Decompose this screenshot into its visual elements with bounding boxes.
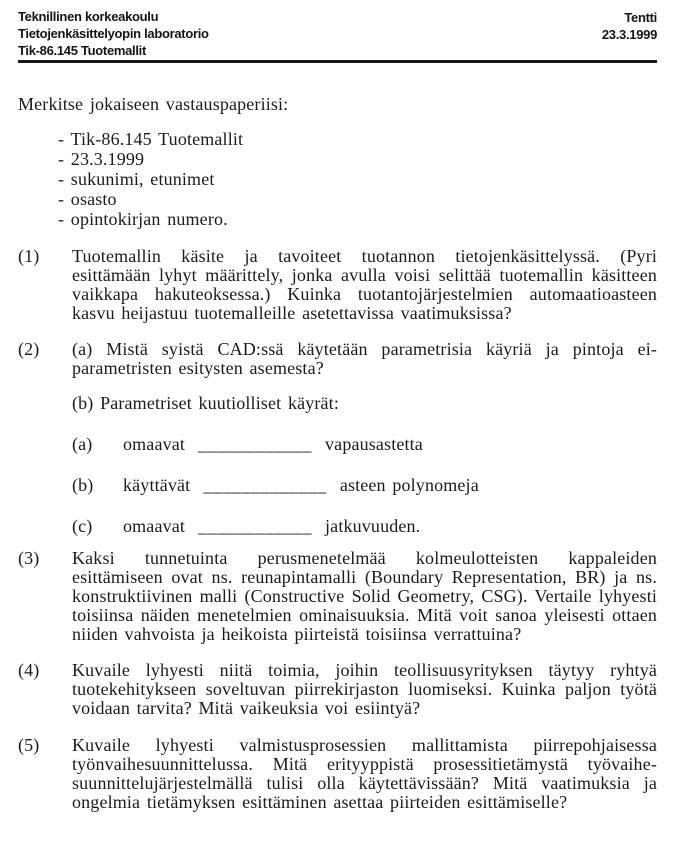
instructions-list [58, 129, 657, 229]
list-item: - opintokirjan numero. [58, 209, 228, 229]
exam-date: 23.3.1999 [601, 27, 657, 42]
fill-in-text-after: vapausastetta [325, 434, 423, 454]
header-left-block [18, 8, 209, 59]
question-number: (5) [18, 735, 40, 755]
course-code-title: Tik-86.145 Tuotemallit [18, 43, 147, 58]
exam-type-label: Tentti [624, 10, 657, 25]
fill-in-blank: ____________ [198, 434, 313, 454]
fill-in-text-before: omaavat [123, 516, 186, 536]
page-header [18, 8, 657, 59]
institution-name: Teknillinen korkeakoulu [18, 9, 159, 24]
fill-in-text-before: omaavat [123, 434, 186, 454]
question-2 [18, 340, 657, 536]
question-number: (2) [18, 339, 40, 359]
fill-in-label: (c) [72, 516, 93, 536]
header-right-block [602, 8, 657, 43]
question-1 [18, 247, 657, 323]
fill-in-text-before: käyttävät [123, 475, 191, 495]
question-text: Tuotemallin käsite ja tavoiteet tuotannon tietojenkäsittelyssä. (Pyri esittämään lyhyt määrittely, jonka avulla voisi selittää tuotemallin käsitteen vaikkapa hakuteoksessa.) Kuinka tuotantojärjestelmien automaatioasteen kasvu heijastuu tuotemalleille asetettavissa vaatimuksissa? [72, 246, 657, 323]
question-text: Kuvaile lyhyesti niitä toimia, joihin teollisuusyrityksen täytyy ryhtyä tuotekehitykseen soveltuvan piirrekirjaston luomiseksi. Kuinka paljon työtä voidaan tarvita? Mitä vaikeuksia voi esiintyä? [72, 660, 657, 718]
list-item: - 23.3.1999 [58, 149, 145, 169]
fill-in-label: (a) [72, 434, 93, 454]
header-divider-line [18, 60, 657, 63]
question-number: (1) [18, 246, 40, 266]
list-item: - Tik-86.145 Tuotemallit [58, 129, 244, 149]
question-3 [18, 549, 657, 644]
question-number: (4) [18, 660, 40, 680]
fill-in-row-b [72, 476, 657, 495]
question-4 [18, 661, 657, 718]
fill-in-blank: _____________ [203, 475, 327, 495]
department-name: Tietojenkäsittelyopin laboratorio [18, 26, 209, 41]
instructions-intro: Merkitse jokaiseen vastauspaperiisi: [18, 94, 289, 114]
question-5 [18, 736, 657, 812]
fill-in-row-c [72, 517, 657, 536]
fill-in-row-a [72, 435, 657, 454]
question-text: Kuvaile lyhyesti valmistusprosessien mallittamista piirrepohjaisessa työnvaihesuunnittelussa. Mitä erityyppistä prosessitietämystä työvaihe-suunnittelujärjestelmällä tulisi olla käytettävissään? Mitä vaatimuksia ja ongelmia tietämyksen esittäminen asettaa piirteiden esittämiselle? [72, 735, 657, 812]
question-2-part-b: (b) Parametriset kuutiolliset käyrät: [72, 393, 339, 413]
question-text: Kaksi tunnetuinta perusmenetelmää kolmeulotteisten kappaleiden esittämiseen ovat ns. reunapintamalli (Boundary Representation, BR) ja ns. konstruktiivinen malli (Constructive Solid Geometry, CSG). Vertaile lyhyesti toisiinsa näiden menetelmien ominaisuuksia. Mitä voit sanoa yleisesti ottaen niiden vahvoista ja heikoista piirteistä toisiinsa verrattuina? [72, 548, 657, 644]
fill-in-label: (b) [72, 475, 94, 495]
fill-in-text-after: jatkuvuuden. [325, 516, 421, 536]
fill-in-text-after: asteen polynomeja [339, 475, 479, 495]
fill-in-blank: ____________ [198, 516, 313, 536]
question-2-part-a: (a) Mistä syistä CAD:ssä käytetään parametrisia käyriä ja pintoja ei-parametristen esitysten asemesta? [72, 339, 657, 378]
question-number: (3) [18, 548, 40, 568]
list-item: - sukunimi, etunimet [58, 169, 215, 189]
list-item: - osasto [58, 189, 117, 209]
